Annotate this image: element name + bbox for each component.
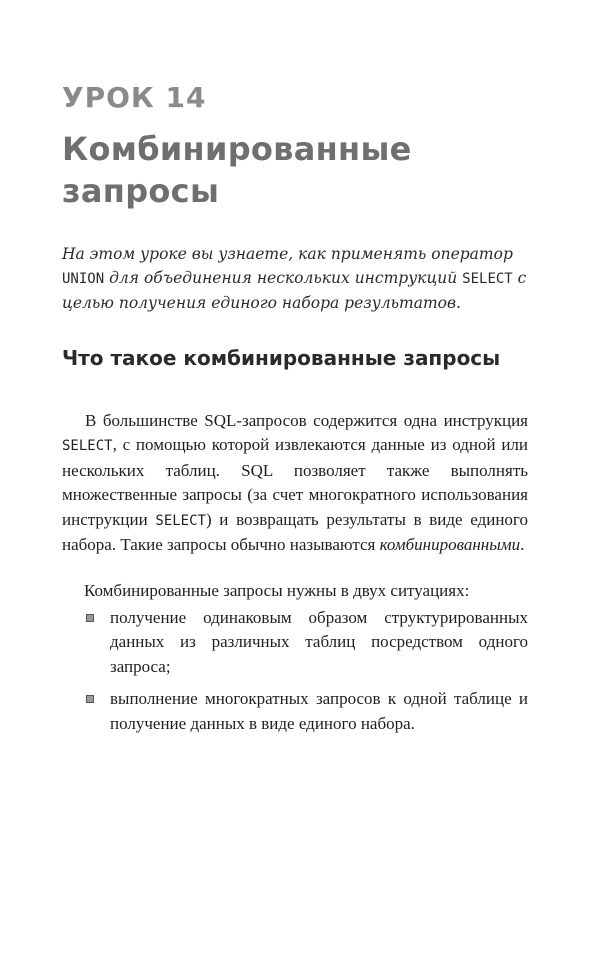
keyword-select: SELECT	[62, 438, 113, 455]
body-paragraph: Комбинированные запросы нужны в двух ситуациях:	[84, 581, 470, 600]
list-item	[84, 687, 528, 736]
body-paragraph	[62, 409, 528, 557]
intro-text: для объединения нескольких инструкций	[104, 269, 463, 287]
intro-paragraph	[62, 242, 548, 315]
intro-text: с целью получения единого набора результатов.	[62, 269, 527, 312]
paragraph-text: .	[520, 535, 525, 555]
square-bullet-icon	[86, 614, 94, 622]
keyword-select: SELECT	[462, 271, 513, 287]
paragraph-text: , с помощью которой извлекаются данные из одной или нескольких таблиц. SQL позволяет также выполнять множественные запросы (за счет многократного использования инструкции	[62, 435, 528, 529]
chapter-title: Комбинированные запросы	[62, 130, 412, 210]
square-bullet-icon	[86, 695, 94, 703]
list-item-text: выполнение многократных запросов к одной таблице и получение данных в виде единого набора.	[110, 689, 528, 733]
intro-text: На этом уроке вы узнаете, как применять оператор	[62, 245, 513, 263]
bullet-list	[84, 606, 528, 744]
lesson-label: УРОК 14	[62, 81, 207, 114]
paragraph-text: В большинстве SQL-запросов содержится одна инструкция	[85, 411, 528, 430]
emphasized-term: комбинированными	[379, 535, 521, 555]
section-title: Что такое комбинированные запросы	[62, 346, 501, 370]
paragraph-text: ) и возвращать результаты в виде единого набора. Такие запросы обычно называются	[62, 509, 528, 555]
list-item	[84, 606, 528, 679]
list-item-text: получение одинаковым образом структурированных данных из различных таблиц посредством одного запроса;	[110, 608, 528, 676]
keyword-select: SELECT	[155, 512, 206, 529]
keyword-union: UNION	[62, 271, 105, 287]
